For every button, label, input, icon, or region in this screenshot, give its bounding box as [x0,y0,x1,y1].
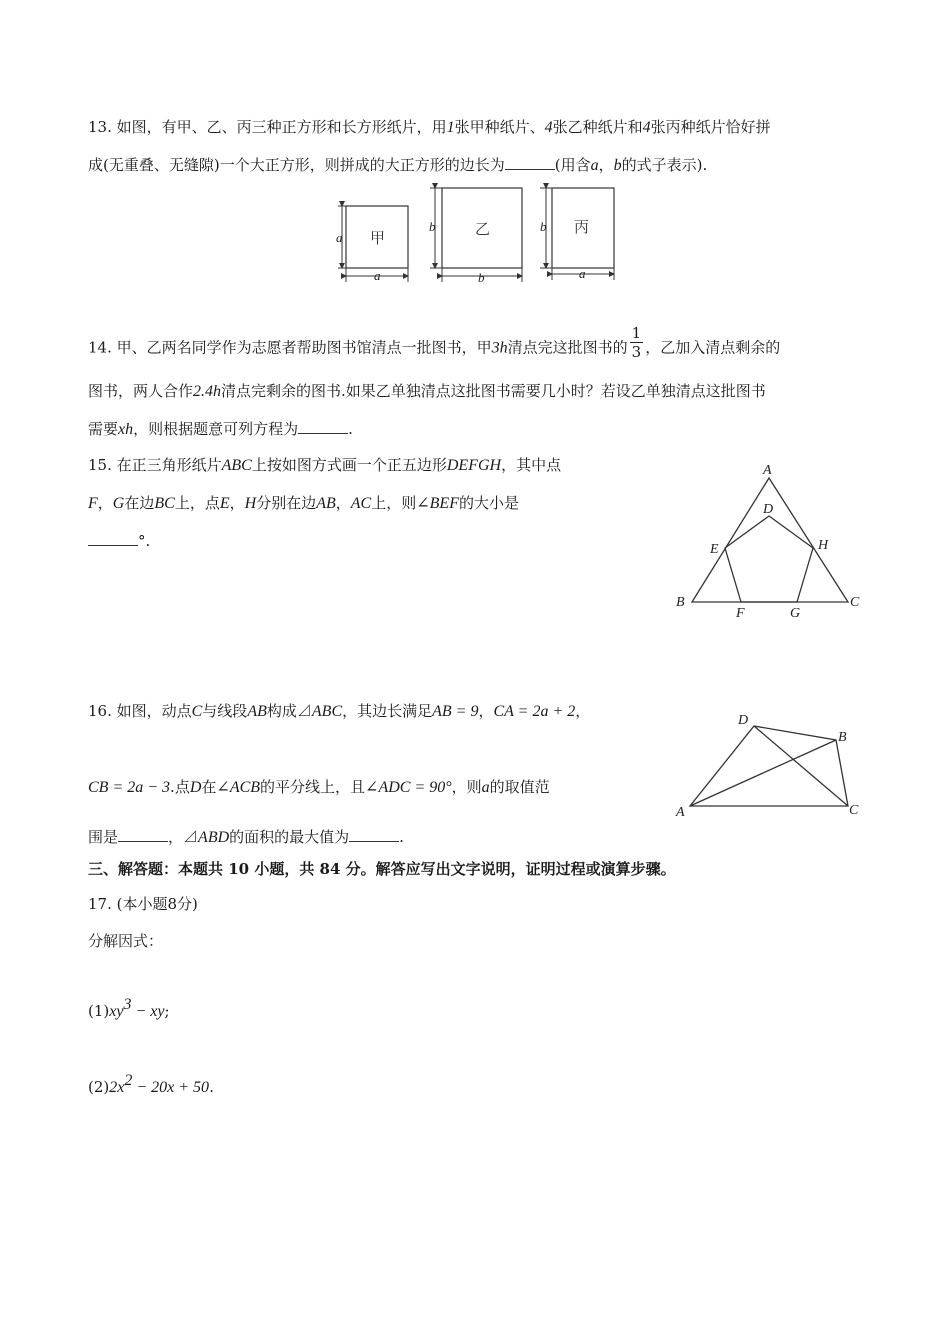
q16-line3: 围是 ，⊿ABD的面积的最大值为 . [88,828,404,846]
bing-bottom-label: a [579,266,586,281]
q17-instruction: 分解因式： [88,932,164,950]
q14-line3: 需要xh，则根据题意可列方程为 . [88,420,353,438]
q16-line1: 16. 如图，动点C与线段AB构成⊿ABC，其边长满足AB = 9，CA = 2a + 2， [88,702,591,720]
yi-side-label: b [429,219,436,234]
jia-label: 甲 [370,229,386,247]
q16-figure [672,706,872,826]
segment-ab [690,740,836,806]
label-G: G [790,606,801,621]
q15-line2: F，G在边BC上，点E，H分别在边AB，AC上，则∠BEF的大小是 [88,494,519,512]
q13-line2: 成(无重叠、无缝隙)一个大正方形，则拼成的大正方形的边长为 (用含a，b的式子表示). [88,156,708,174]
q16-answer-blank-1[interactable] [118,827,168,842]
q14-line1: 14. 甲、乙两名同学作为志愿者帮助图书馆清点一批图书，甲3h清点完这批图书的 $\frac{1}{3}$ ，乙加入清点剩余的 [88,324,781,361]
jia-side-label: a [336,230,343,245]
bing-side-label: b [540,219,547,234]
q17-header: 17. (本小题8分) [88,895,198,913]
label-A: A [763,463,772,478]
label-H: H [818,538,829,553]
q16-line2: CB = 2a − 3.点D在∠ACB的平分线上，且∠ADC = 90°，则a的取值范 [88,778,550,796]
q17-part1: $(1)xy^3$ − xy; [88,996,170,1020]
yi-bottom-label: b [478,270,485,285]
label-B: B [676,595,685,610]
q13-line1: 13. 如图，有甲、乙、丙三种正方形和长方形纸片，用1张甲种纸片、4张乙种纸片和4张丙种纸片恰好拼 [88,118,771,136]
label-E: E [710,542,719,557]
label-A: A [676,805,685,820]
label-C: C [849,803,859,818]
q15-figure [672,460,872,620]
q14-fraction: $\frac{1}{3}$ [631,324,642,361]
jia-square [336,206,408,283]
yi-square [429,188,522,285]
yi-label: 乙 [475,220,491,238]
q14-line2: 图书，两人合作2.4h清点完剩余的图书.如果乙单独清点这批图书需要几小时？若设乙单独清点这批图书 [88,382,766,400]
label-D: D [738,713,749,728]
label-C: C [850,595,860,610]
q13-answer-blank[interactable] [505,155,555,170]
q15-line1: 15. 在正三角形纸片ABC上按如图方式画一个正五边形DEFGH，其中点 [88,456,562,474]
q15-line3: °. [88,530,150,552]
pentagon-defgh [725,516,813,602]
segment-dc [754,726,848,806]
q13-figure [332,186,622,286]
label-F: F [736,606,745,621]
label-B: B [838,730,847,745]
bing-rectangle [540,188,614,281]
q15-answer-blank[interactable] [88,531,138,546]
q16-answer-blank-2[interactable] [349,827,399,842]
label-D: D [763,502,774,517]
bing-label: 丙 [574,218,590,236]
section3-title: 三、解答题：本题共 10 小题，共 84 分。解答应写出文字说明，证明过程或演算步骤。 [88,860,676,878]
jia-bottom-label: a [374,268,381,283]
q14-answer-blank[interactable] [298,419,348,434]
q17-part2: $(2)2x^2 - 20x + 50$. [88,1072,214,1096]
